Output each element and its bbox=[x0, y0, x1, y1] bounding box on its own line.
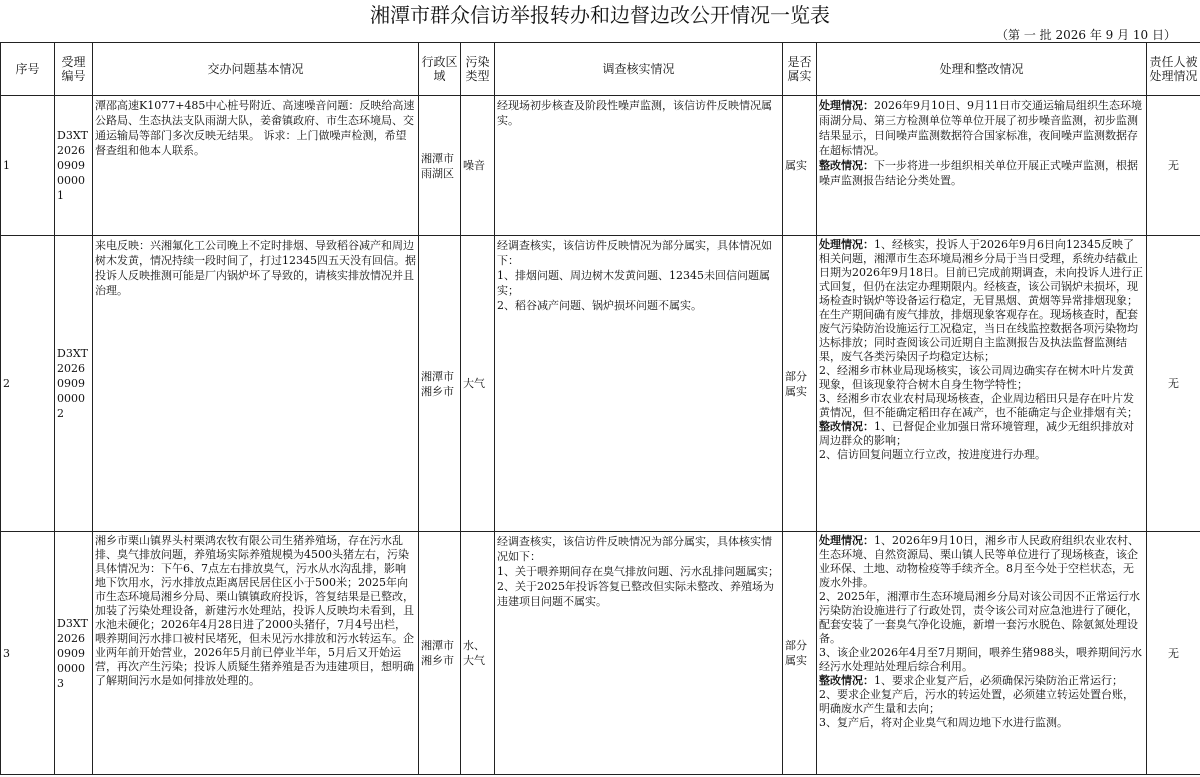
issue-cell: 来电反映：兴湘氟化工公司晚上不定时排烟、导致稻谷减产和周边树木发黄，情况持续一段时间了，打过12345四五天没有回信。据投诉人反映推测可能是厂内锅炉坏了导致的，请核实排放情况并且治理。 bbox=[93, 236, 419, 532]
rectification-text: 1、要求企业复产后，必须确保污染防治正常运行； 2、要求企业复产后，污水的转运处置，必须建立转运处置台账，明确废水产生量和去向； 3、复产后，将对企业臭气和周边地下水进行监测。 bbox=[819, 674, 1134, 729]
verified-cell: 部分属实 bbox=[783, 532, 817, 775]
seq-cell: 2 bbox=[1, 236, 55, 532]
header-case-no: 受理编号 bbox=[55, 43, 93, 96]
header-region: 行政区域 bbox=[419, 43, 461, 96]
header-verified: 是否属实 bbox=[783, 43, 817, 96]
header-accountability: 责任人被处理情况 bbox=[1147, 43, 1200, 96]
rectification-label: 整改情况： bbox=[819, 674, 874, 687]
seq-cell: 3 bbox=[1, 532, 55, 775]
investigation-cell: 经调查核实，该信访件反映情况为部分属实，具体核实情况如下： 1、关于喂养期间存在臭气排放问题、污水乱排问题属实； 2、关于2025年投诉答复已整改但实际未整改、养殖场为违建项目问题不属实。 bbox=[495, 532, 783, 775]
case-no-cell: D3XT2026090900001 bbox=[55, 96, 93, 236]
table-row bbox=[1, 96, 1200, 236]
batch-date: （第 一 批 2026 年 9 月 10 日） bbox=[996, 28, 1176, 42]
verified-cell: 部分属实 bbox=[783, 236, 817, 532]
rectification-label: 整改情况： bbox=[819, 159, 874, 172]
handling-label: 处理情况： bbox=[819, 534, 874, 547]
pollution-cell: 水、大气 bbox=[461, 532, 495, 775]
header-pollution: 污染类型 bbox=[461, 43, 495, 96]
table-row bbox=[1, 532, 1200, 775]
header-investigation: 调查核实情况 bbox=[495, 43, 783, 96]
issue-cell: 潭邵高速K1077+485中心桩号附近、高速噪音问题：反映给高速公路局、生态执法支队雨湖大队，姜畲镇政府、市生态环境局、交通运输局等部门多次反映无结果。 诉求：上门做噪声检测，希望督查组和他本人联系。 bbox=[93, 96, 419, 236]
handling-text: 1、经核实，投诉人于2026年9月6日向12345反映了相关问题，湘潭市生态环境局湘乡分局于当日受理，系统办结截止日期为2026年9月18日。目前已完成前期调查，未向投诉人进行正式回复，但仍在法定办理期限内。经核查，该公司锅炉未损坏，现场检查时锅炉等设备运行稳定，无冒黑烟、黄烟等异常排烟现象；在生产期间确有废气排放，排烟现象客观存在。现场核查时，配套废气污染防治设施运行工况稳定，当日在线监控数据各项污染物均达标排放；同时查阅该公司近期自主监测报告及执法监督监测结果，废气各类污染因子均稳定达标； 2、经湘乡市林业局现场核实，该公司周边确实存在树木叶片发黄现象，但该现象符合树木自身生物学特性； 3、经湘乡市农业农村局现场核查，企业周边稻田只是存在叶片发黄情况，但不能确定稻田存在减产，也不能确定与企业排烟有关； bbox=[819, 238, 1143, 419]
handling-label: 处理情况： bbox=[819, 99, 874, 112]
accountability-cell: 无 bbox=[1147, 236, 1200, 532]
case-no-cell: D3XT2026090900002 bbox=[55, 236, 93, 532]
region-cell: 湘潭市雨湖区 bbox=[419, 96, 461, 236]
pollution-cell: 噪音 bbox=[461, 96, 495, 236]
header-seq: 序号 bbox=[1, 43, 55, 96]
handling-text: 1、2026年9月10日，湘乡市人民政府组织农业农村、生态环境、自然资源局、栗山镇人民等单位进行了现场核查，该企业环保、土地、动物检疫等手续齐全。8月至今处于空栏状态，无废水外排。 2、2025年，湘潭市生态环境局湘乡分局对该公司因不正常运行水污染防治设施进行了行政处罚，责令该公司对应急池进行了硬化，配套安装了一套臭气净化设施，新增一套污水脱色、除氨氮处理设备。 3、该企业2026年4月至7月期间，喂养生猪988头，喂养期间污水经污水处理站处理后综合利用。 bbox=[819, 534, 1142, 673]
handling-cell bbox=[817, 532, 1147, 775]
investigation-cell: 经调查核实，该信访件反映情况为部分属实，具体情况如下： 1、排烟问题、周边树木发黄问题、12345未回信问题属实； 2、稻谷减产问题、锅炉损坏问题不属实。 bbox=[495, 236, 783, 532]
header-row bbox=[1, 43, 1200, 96]
handling-text: 2026年9月10日、9月11日市交通运输局组织生态环境雨湖分局、第三方检测单位等单位开展了初步噪音监测，初步监测结果显示，日间噪声监测数据符合国家标准，夜间噪声监测数据存在超标情况。 bbox=[819, 99, 1142, 157]
case-no-cell: D3XT2026090900003 bbox=[55, 532, 93, 775]
header-issue: 交办问题基本情况 bbox=[93, 43, 419, 96]
seq-cell: 1 bbox=[1, 96, 55, 236]
issue-cell: 湘乡市栗山镇界头村栗鸿农牧有限公司生猪养殖场，存在污水乱排、臭气排放问题，养殖场实际养殖规模为4500头猪左右，污染具体情况为：下午6、7点左右排放臭气，污水从水沟乱排，影响地下饮用水，污水排放点距离居民居住区小于500米；2025年向市生态环境局湘乡分局、栗山镇镇政府投诉，答复结果是已整改，加装了污染处理设备，新建污水处理站，投诉人反映均未看到，且水池未硬化；2026年4月28日进了2000头猪仔，7月4号出栏，喂养期间污水排口被村民堵死，但未见污水排放和污水转运车。企业两年前开始营业，2026年5月前已停业半年，5月后又开始运营，再次产生污染；投诉人质疑生猪养殖是否为违建项目，想明确了解期间污水是如何排放处理的。 bbox=[93, 532, 419, 775]
disclosure-table bbox=[0, 42, 1200, 775]
handling-cell bbox=[817, 96, 1147, 236]
rectification-label: 整改情况： bbox=[819, 420, 874, 433]
rectification-text: 1、已督促企业加强日常环境管理，减少无组织排放对周边群众的影响； 2、信访回复问题立行立改，按进度进行办理。 bbox=[819, 420, 1134, 461]
table-row bbox=[1, 236, 1200, 532]
header-handling: 处理和整改情况 bbox=[817, 43, 1147, 96]
page-title: 湘潭市群众信访举报转办和边督边改公开情况一览表 bbox=[370, 3, 830, 27]
region-cell: 湘潭市湘乡市 bbox=[419, 236, 461, 532]
pollution-cell: 大气 bbox=[461, 236, 495, 532]
accountability-cell: 无 bbox=[1147, 532, 1200, 775]
accountability-cell: 无 bbox=[1147, 96, 1200, 236]
region-cell: 湘潭市湘乡市 bbox=[419, 532, 461, 775]
handling-cell bbox=[817, 236, 1147, 532]
handling-label: 处理情况： bbox=[819, 238, 874, 251]
investigation-cell: 经现场初步核查及阶段性噪声监测，该信访件反映情况属实。 bbox=[495, 96, 783, 236]
verified-cell: 属实 bbox=[783, 96, 817, 236]
rectification-text: 下一步将进一步组织相关单位开展正式噪声监测，根据噪声监测报告结论分类处置。 bbox=[819, 159, 1138, 187]
